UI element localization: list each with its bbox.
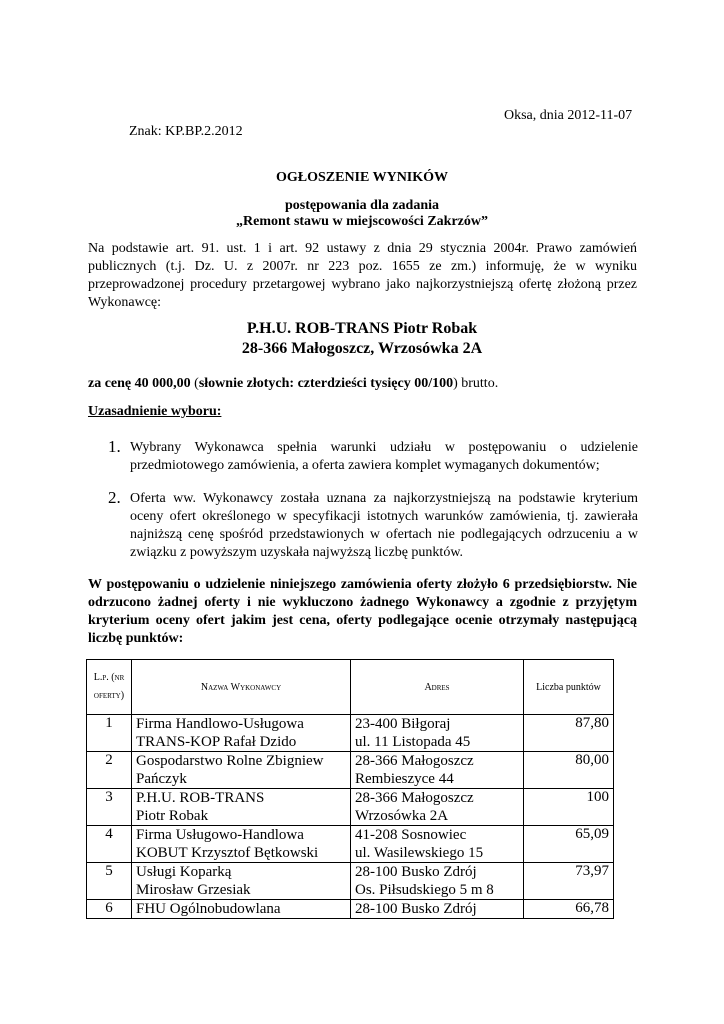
results-table — [86, 659, 614, 919]
list-item: Oferta ww. Wykonawcy została uznana za najkorzystniejszą na podstawie kryterium oceny ofert określonego w specyfikacji istotnych warunków zamówienia, tj. zawierała najniższą cenę spośród przedstawionych w ofertach nie podlegających odrzuceniu a w związku z powyższym uzyskała najwyższą liczbę punktów. — [130, 491, 638, 560]
name-line: P.H.U. ROB-TRANS — [136, 790, 265, 806]
address-line: Wrzosówka 2A — [355, 808, 449, 824]
table-row — [87, 863, 614, 900]
justification-heading: Uzasadnienie wyboru: — [88, 404, 222, 419]
address-line: Rembieszyce 44 — [355, 771, 454, 787]
cell-name — [132, 863, 351, 900]
name-line: Mirosław Grzesiak — [136, 882, 251, 898]
name-line: FHU Ogólnobudowlana — [136, 901, 281, 917]
cell-points: 80,00 — [524, 752, 614, 789]
cell-lp: 5 — [87, 863, 132, 900]
cell-address — [351, 900, 524, 919]
address-line: 28-366 Małogoszcz — [355, 753, 474, 769]
cell-lp: 6 — [87, 900, 132, 919]
document-title: OGŁOSZENIE WYNIKÓW — [275, 170, 449, 185]
table-row — [87, 826, 614, 863]
header-lp-line2: oferty) — [93, 690, 125, 701]
table-row — [87, 715, 614, 752]
price-amount: za cenę 40 000,00 — [88, 376, 191, 391]
header-address: Adres — [351, 660, 524, 715]
document-date: Oksa, dnia 2012-11-07 — [504, 108, 633, 123]
list-item: Wybrany Wykonawca spełnia warunki udziału w postępowaniu o udzielenie przedmiotowego zamówienia, a oferta zawiera komplet wymaganych dokumentów; — [130, 440, 638, 473]
table-header-row — [87, 660, 614, 715]
name-line: Firma Usługowo-Handlowa — [136, 827, 304, 843]
price-words: słownie złotych: czterdzieści tysięcy 00/100 — [198, 376, 454, 391]
cell-lp: 1 — [87, 715, 132, 752]
cell-lp: 4 — [87, 826, 132, 863]
name-line: Firma Handlowo-Usługowa — [136, 716, 304, 732]
cell-name — [132, 715, 351, 752]
intro-paragraph: Na podstawie art. 91. ust. 1 i art. 92 ustawy z dnia 29 stycznia 2004r. Prawo zamówień publicznych (t.j. Dz. U. z 2007r. nr 223 poz. 1655 ze zm.) informuję, że w wyniku przeprowadzonej procedury przetargowej wybrano jako najkorzystniejszą ofertę złożoną przez Wykonawcę: — [88, 241, 637, 310]
price-suffix: ) brutto. — [453, 376, 499, 391]
summary-paragraph: W postępowaniu o udzielenie niniejszego zamówienia oferty złożyło 6 przedsiębiorstw. Nie odrzucono żadnej oferty i nie wykluczono żadnego Wykonawcy a zgodnie z przyjętym kryterium oceny ofert jakim jest cena, oferty podlegające ocenie otrzymały następującą liczbę punktów: — [88, 577, 637, 646]
address-line: Os. Piłsudskiego 5 m 8 — [355, 882, 494, 898]
cell-points: 66,78 — [524, 900, 614, 919]
winner-name: P.H.U. ROB-TRANS Piotr Robak — [246, 320, 478, 337]
header-name: Nazwa Wykonawcy — [132, 660, 351, 715]
cell-address — [351, 752, 524, 789]
table-row — [87, 900, 614, 919]
table-row — [87, 789, 614, 826]
list-item-number: 1. — [108, 437, 121, 456]
name-line: Pańczyk — [136, 771, 187, 787]
list-item-number: 2. — [108, 488, 121, 507]
name-line: KOBUT Krzysztof Bętkowski — [136, 845, 319, 861]
cell-address — [351, 863, 524, 900]
cell-name — [132, 789, 351, 826]
cell-lp: 3 — [87, 789, 132, 826]
name-line: Piotr Robak — [136, 808, 209, 824]
cell-points: 100 — [524, 789, 614, 826]
price-open: ( — [190, 376, 199, 391]
address-line: 28-100 Busko Zdrój — [355, 901, 477, 917]
table-row — [87, 752, 614, 789]
address-line: 28-100 Busko Zdrój — [355, 864, 477, 880]
cell-address — [351, 715, 524, 752]
price-statement — [88, 376, 498, 392]
header-points: Liczba punktów — [524, 660, 614, 715]
cell-address — [351, 789, 524, 826]
cell-points: 65,09 — [524, 826, 614, 863]
address-line: ul. Wasilewskiego 15 — [355, 845, 484, 861]
cell-lp: 2 — [87, 752, 132, 789]
cell-points: 73,97 — [524, 863, 614, 900]
address-line: 23-400 Biłgoraj — [355, 716, 451, 732]
cell-address — [351, 826, 524, 863]
name-line: TRANS-KOP Rafał Dzido — [136, 734, 297, 750]
address-line: 41-208 Sosnowiec — [355, 827, 467, 843]
cell-name — [132, 900, 351, 919]
name-line: Gospodarstwo Rolne Zbigniew — [136, 753, 324, 769]
cell-name — [132, 752, 351, 789]
name-line: Usługi Koparką — [136, 864, 232, 880]
subtitle-line-2: „Remont stawu w miejscowości Zakrzów” — [236, 214, 488, 229]
address-line: 28-366 Małogoszcz — [355, 790, 474, 806]
winner-address: 28-366 Małogoszcz, Wrzosówka 2A — [241, 340, 483, 357]
address-line: ul. 11 Listopada 45 — [355, 734, 471, 750]
header-lp — [87, 660, 132, 715]
cell-points: 87,80 — [524, 715, 614, 752]
reference-number: Znak: KP.BP.2.2012 — [129, 124, 243, 139]
header-lp-line1: L.p. (nr — [93, 672, 125, 683]
cell-name — [132, 826, 351, 863]
subtitle-line-1: postępowania dla zadania — [284, 198, 440, 213]
